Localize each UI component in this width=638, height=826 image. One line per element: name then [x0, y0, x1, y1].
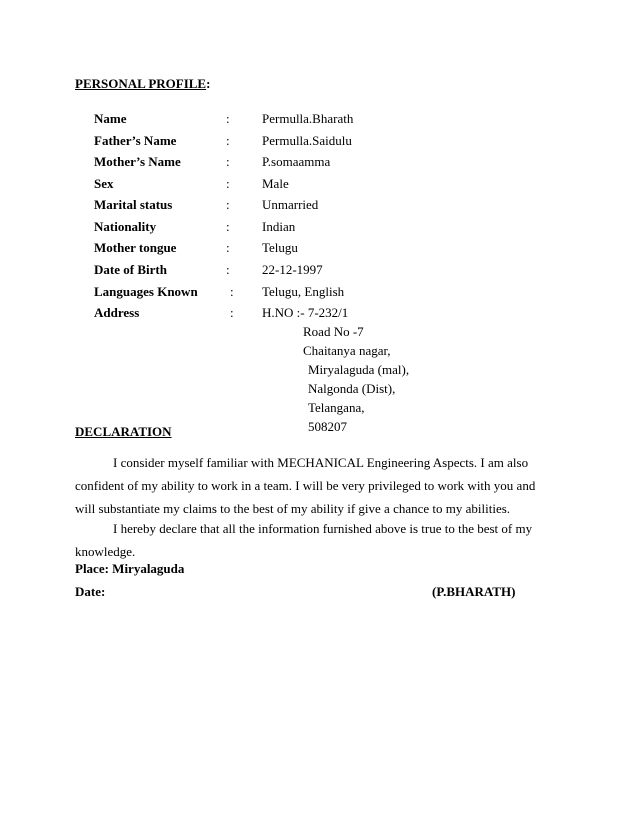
row-label: Nationality — [94, 219, 157, 234]
address-line: 508207 — [308, 419, 347, 434]
place-line: Place: Miryalaguda — [75, 561, 185, 576]
row-label: Marital status — [94, 197, 173, 212]
row-value: H.NO :- 7-232/1 — [262, 305, 349, 320]
row-colon: : — [226, 154, 230, 169]
row-label: Mother’s Name — [94, 154, 181, 169]
row-colon: : — [230, 305, 234, 320]
row-value: Permulla.Bharath — [262, 111, 354, 126]
row-colon: : — [226, 197, 230, 212]
row-value: P.somaamma — [262, 154, 331, 169]
row-label: Sex — [94, 176, 114, 191]
row-value: Telugu — [262, 240, 298, 255]
row-colon: : — [226, 111, 230, 126]
profile-heading-colon: : — [206, 76, 211, 91]
declaration-paragraph-1: I consider myself familiar with MECHANICAL Engineering Aspects. I am also confident of my ability to work in a team. I will be very privileged to work with you and will substantiate my claims to the best of my ability if give a chance to my abilities. — [75, 455, 536, 516]
row-label: Mother tongue — [94, 240, 177, 255]
date-label: Date: — [75, 584, 106, 599]
row-label: Name — [94, 111, 127, 126]
row-label: Date of Birth — [94, 262, 167, 277]
row-colon: : — [226, 240, 230, 255]
row-value: Indian — [262, 219, 296, 234]
profile-heading-text: PERSONAL PROFILE — [75, 76, 207, 91]
address-line: Nalgonda (Dist), — [308, 381, 396, 396]
row-value: Unmarried — [262, 197, 319, 212]
row-colon: : — [226, 176, 230, 191]
row-colon: : — [230, 284, 234, 299]
row-colon: : — [226, 133, 230, 148]
declaration-heading: DECLARATION — [75, 424, 172, 439]
profile-heading — [75, 76, 210, 92]
row-value: Male — [262, 176, 289, 191]
declaration-paragraph-2: I hereby declare that all the information furnished above is true to the best of my knowledge. — [75, 521, 533, 559]
row-value: Telugu, English — [262, 284, 345, 299]
row-value: 22-12-1997 — [262, 262, 323, 277]
row-label: Father’s Name — [94, 133, 177, 148]
address-line: Miryalaguda (mal), — [308, 362, 410, 377]
row-colon: : — [226, 262, 230, 277]
address-line: Telangana, — [308, 400, 365, 415]
address-line: Road No -7 — [303, 324, 364, 339]
signature-name: (P.BHARATH) — [432, 584, 516, 599]
address-line: Chaitanya nagar, — [303, 343, 391, 358]
row-colon: : — [226, 219, 230, 234]
row-label: Languages Known — [94, 284, 198, 299]
row-value: Permulla.Saidulu — [262, 133, 352, 148]
row-label: Address — [94, 305, 140, 320]
